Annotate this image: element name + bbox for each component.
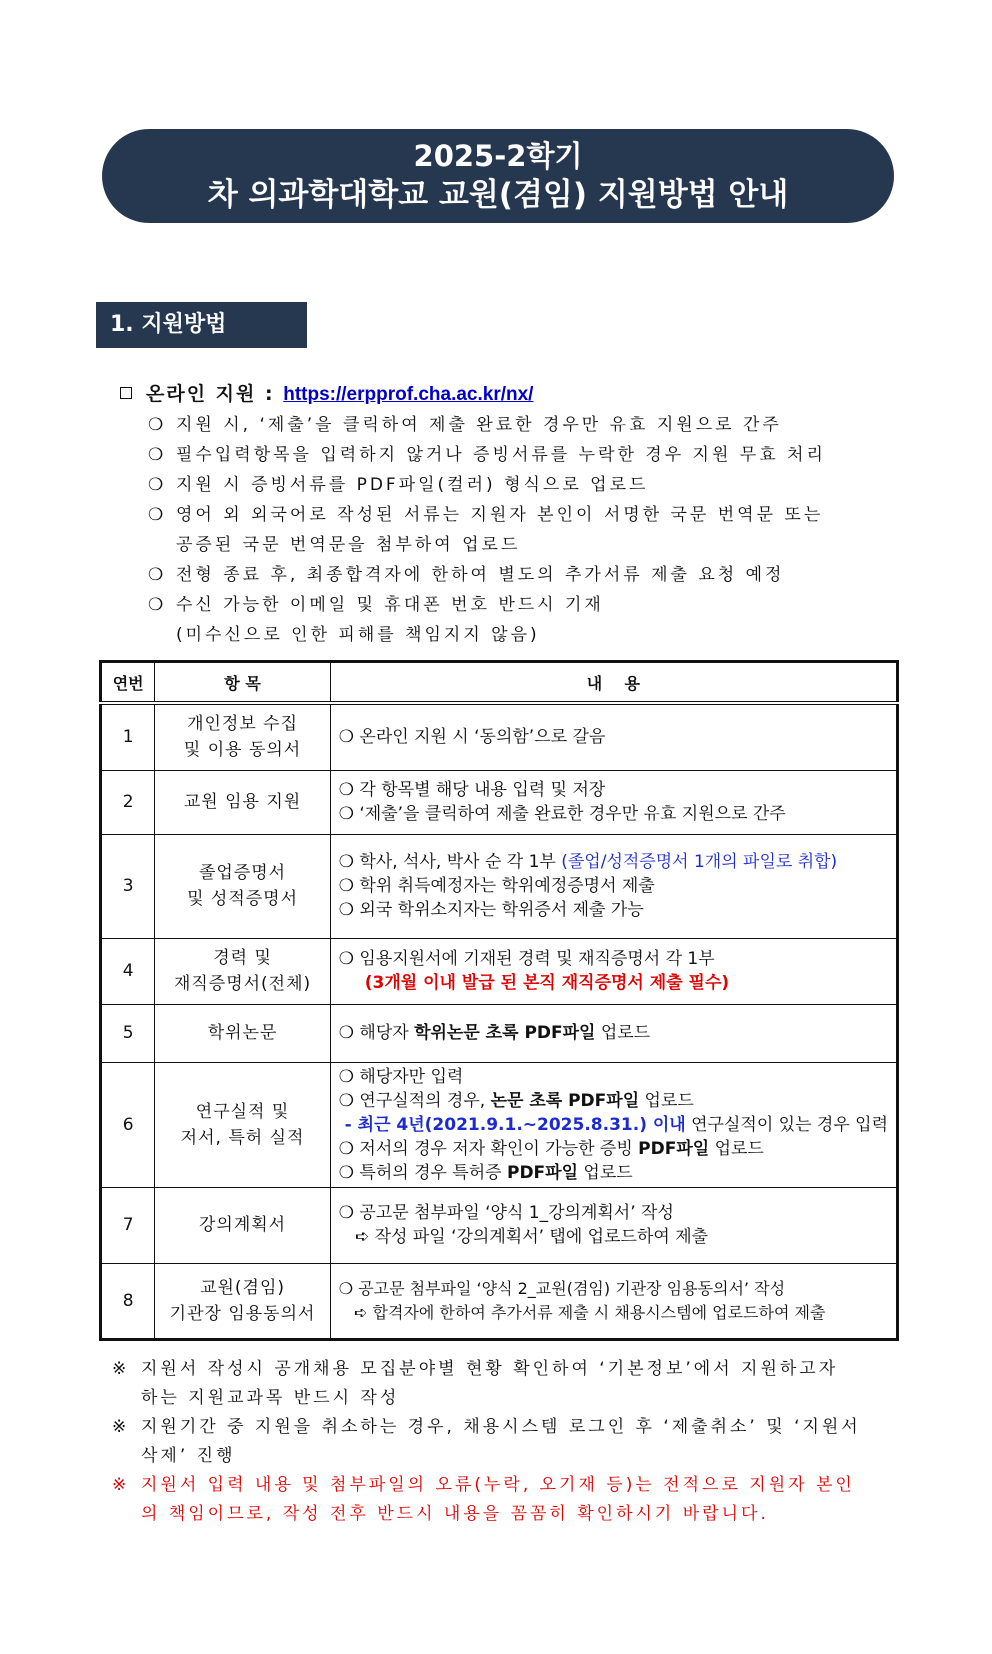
footer-warning-continued: 의 책임이므로, 작성 전후 반드시 내용을 꼼꼼히 확인하시기 바랍니다. xyxy=(141,1504,769,1524)
footer-note: ※ 지원기간 중 지원을 취소하는 경우, 채용시스템 로그인 후 ‘제출취소’ 및 ‘지원서 xyxy=(112,1413,902,1442)
reference-mark-icon: ※ xyxy=(112,1417,130,1437)
bullet-circle-icon: ❍ xyxy=(148,505,167,525)
apply-url-link[interactable]: https://erpprof.cha.ac.kr/nx/ xyxy=(283,384,534,405)
footer-note-continued: 하는 지원교과목 반드시 작성 xyxy=(141,1388,400,1408)
table-row: 6 연구실적 및 저서, 특허 실적 ❍ 해당자만 입력 ❍ 연구실적의 경우, 논문 초록 PDF파일 업로드 - 최근 4년(2021.9.1.~2025.8.31.) 이내 연구실적이 있는 경우 입력 ❍ 저서의 경우 저자 확인이 가능한 증빙 PDF파일 업로드 ❍ 특허의 경우 특허증 PDF파일 업로드 xyxy=(101,1062,898,1187)
table-row: 8 교원(겸임) 기관장 임용동의서 ❍ 공고문 첨부파일 ‘양식 2_교원(겸임) 기관장 임용동의서’ 작성 ➪ 합격자에 한하여 추가서류 제출 시 채용시스템에 업로드하여 제출 xyxy=(101,1263,898,1339)
footer-note-continued: 삭제’ 진행 xyxy=(141,1446,236,1466)
footer-note: ※ 지원서 작성시 공개채용 모집분야별 현황 확인하여 ‘기본정보’에서 지원하고자 xyxy=(112,1355,902,1384)
banner-semester: 2025-2학기 xyxy=(413,139,583,173)
note-item: ❍ 영어 외 외국어로 작성된 서류는 지원자 본인이 서명한 국문 번역문 또는 xyxy=(148,500,888,530)
footer-notes xyxy=(112,1355,902,1529)
note-item: ❍ 필수입력항목을 입력하지 않거나 증빙서류를 누락한 경우 지원 무효 처리 xyxy=(148,440,888,470)
bullet-circle-icon: ❍ xyxy=(148,595,167,615)
col-header-item: 항 목 xyxy=(155,662,330,704)
online-apply-line xyxy=(120,379,533,406)
col-header-content: 내 용 xyxy=(330,662,897,704)
reference-mark-icon: ※ xyxy=(112,1359,130,1379)
table-row: 4 경력 및 재직증명서(전체) ❍ 임용지원서에 기재된 경력 및 재직증명서 각 1부 (3개월 이내 발급 된 본직 재직증명서 제출 필수) xyxy=(101,938,898,1004)
reference-mark-icon: ※ xyxy=(112,1475,130,1495)
table-row: 3 졸업증명서 및 성적증명서 ❍ 학사, 석사, 박사 순 각 1부 (졸업/성적증명서 1개의 파일로 취합) ❍ 학위 취득예정자는 학위예정증명서 제출 ❍ 외국 학위소지자는 학위증서 제출 가능 xyxy=(101,834,898,938)
online-label: 온라인 지원 : xyxy=(146,383,275,405)
apply-notes xyxy=(148,410,888,650)
note-item-continued: (미수신으로 인한 피해를 책임지지 않음) xyxy=(176,625,540,645)
title-banner xyxy=(102,129,894,223)
section-title: 1. 지원방법 xyxy=(96,302,307,348)
note-item: ❍ 전형 종료 후, 최종합격자에 한하여 별도의 추가서류 제출 요청 예정 xyxy=(148,560,888,590)
bullet-circle-icon: ❍ xyxy=(148,445,167,465)
documents-table xyxy=(99,660,899,1341)
col-header-no: 연번 xyxy=(101,662,155,704)
bullet-circle-icon: ❍ xyxy=(148,415,167,435)
footer-warning: ※ 지원서 입력 내용 및 첨부파일의 오류(누락, 오기재 등)는 전적으로 지원자 본인 xyxy=(112,1471,902,1500)
bullet-circle-icon: ❍ xyxy=(148,475,167,495)
note-item: ❍ 지원 시 증빙서류를 PDF파일(컬러) 형식으로 업로드 xyxy=(148,470,888,500)
checkbox-square-icon xyxy=(120,387,132,399)
table-row: 2 교원 임용 지원 ❍ 각 항목별 해당 내용 입력 및 저장 ❍ ‘제출’을 클릭하여 제출 완료한 경우만 유효 지원으로 간주 xyxy=(101,770,898,834)
table-row: 5 학위논문 ❍ 해당자 학위논문 초록 PDF파일 업로드 xyxy=(101,1004,898,1062)
note-item-continued: 공증된 국문 번역문을 첨부하여 업로드 xyxy=(176,535,521,555)
banner-title: 차 의과학대학교 교원(겸임) 지원방법 안내 xyxy=(207,177,789,213)
table-row: 7 강의계획서 ❍ 공고문 첨부파일 ‘양식 1_강의계획서’ 작성 ➪ 작성 파일 ‘강의계획서’ 탭에 업로드하여 제출 xyxy=(101,1187,898,1263)
note-item: ❍ 지원 시, ‘제출’을 클릭하여 제출 완료한 경우만 유효 지원으로 간주 xyxy=(148,410,888,440)
bullet-circle-icon: ❍ xyxy=(148,565,167,585)
table-row: 1 개인정보 수집 및 이용 동의서 ❍ 온라인 지원 시 ‘동의함’으로 갈음 xyxy=(101,703,898,770)
note-item: ❍ 수신 가능한 이메일 및 휴대폰 번호 반드시 기재 xyxy=(148,590,888,620)
